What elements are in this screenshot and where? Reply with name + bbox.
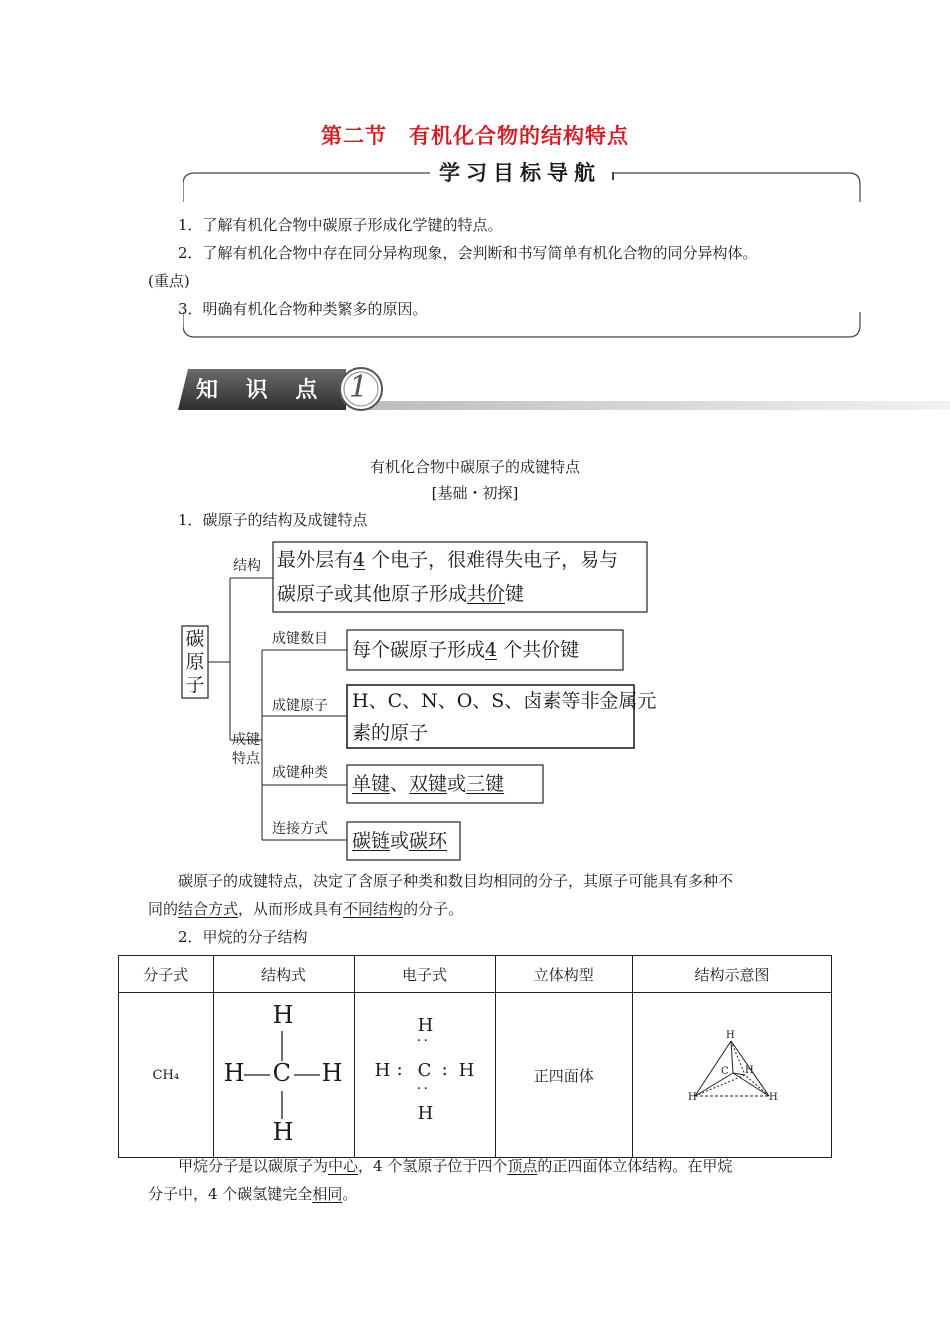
header-formula: 分子式 [119, 956, 214, 993]
elec-colon-left: : [396, 1059, 403, 1080]
elec-c: C [417, 1060, 432, 1081]
kp-heading: 有机化合物中碳原子的成键特点 [369, 458, 580, 476]
tetra-h-top: H [725, 1030, 735, 1041]
label-count: 成键数目 [272, 631, 328, 647]
methane-table [118, 955, 832, 1158]
goal-item-2: 2．了解有机化合物中存在同分异构现象，会判断和书写简单有机化合物的同分异构体。 [178, 244, 758, 262]
structure-line-1: 最外层有4 个电子，很难得失电子，易与 [277, 549, 619, 571]
goal-item-2-note: (重点) [148, 272, 190, 290]
tetra-h-back: H [744, 1065, 754, 1076]
label-structure: 结构 [233, 558, 261, 574]
header-diagram: 结构示意图 [632, 956, 831, 993]
atoms-line-1: H、C、N、O、S、卤素等非金属元 [352, 690, 657, 712]
elec-h-left: H [374, 1060, 391, 1081]
struct-c: C [272, 1059, 291, 1087]
label-link: 连接方式 [272, 821, 328, 837]
para2-line1: 甲烷分子是以碳原子为中心，4 个氢原子位于四个顶点的正四面体立体结构。在甲烷 [178, 1157, 733, 1175]
para2-line2: 分子中，4 个碳氢键完全相同。 [148, 1185, 358, 1203]
goal-item-3: 3．明确有机化合物种类繁多的原因。 [178, 300, 428, 318]
label-bonding-2: 特点 [232, 751, 260, 767]
knowledge-point-label: 知 识 点 [196, 378, 328, 403]
cell-formula: CH₄ [119, 993, 214, 1158]
cell-electron [354, 993, 495, 1158]
tetra-c: C [720, 1066, 729, 1077]
struct-h-top: H [272, 1001, 294, 1029]
structure-line-2: 碳原子或其他原子形成共价键 [277, 583, 525, 605]
struct-h-bottom: H [272, 1118, 294, 1146]
goal-item-1: 1．了解有机化合物中碳原子形成化学键的特点。 [178, 216, 503, 234]
root-char-1: 碳 [185, 628, 205, 650]
sub2-title: 2．甲烷的分子结构 [178, 928, 308, 946]
elec-h-right: H [458, 1060, 475, 1081]
elec-h-top: H [417, 1015, 434, 1036]
tetra-h-left: H [687, 1092, 697, 1103]
root-char-3: 子 [185, 674, 205, 696]
types-text: 单键、双键或三键 [352, 773, 505, 795]
label-atoms: 成键原子 [272, 698, 328, 714]
sub1-title: 1．碳原子的结构及成键特点 [178, 511, 368, 529]
struct-h-left: H [223, 1059, 245, 1087]
knowledge-point-number: 1 [349, 370, 369, 405]
link-text: 碳链或碳环 [352, 830, 448, 852]
section-title: 第二节 有机化合物的结构特点 [321, 124, 629, 148]
tetrahedron-diagram [633, 993, 831, 1157]
kp-subheading: [基础・初探] [431, 484, 519, 502]
label-bonding-1: 成键 [232, 732, 260, 748]
diagram-root [183, 628, 207, 697]
header-geometry: 立体构型 [495, 956, 632, 993]
count-text: 每个碳原子形成4 个共价键 [352, 639, 580, 661]
header-structural: 结构式 [213, 956, 354, 993]
cell-diagram [632, 993, 831, 1158]
elec-h-bottom: H [417, 1103, 434, 1124]
structural-bonds [214, 993, 354, 1157]
root-char-2: 原 [185, 651, 205, 673]
cell-structural [213, 993, 354, 1158]
atoms-line-2: 素的原子 [352, 722, 429, 744]
tetra-h-right: H [768, 1092, 778, 1103]
elec-dots-bottom: · · [416, 1081, 427, 1097]
struct-h-right: H [321, 1059, 343, 1087]
header-electron: 电子式 [354, 956, 495, 993]
para1-line2: 同的结合方式，从而形成具有不同结构的分子。 [148, 900, 464, 918]
para1-line1: 碳原子的成键特点，决定了含原子种类和数目均相同的分子，其原子可能具有多种不 [178, 872, 734, 890]
cell-geometry: 正四面体 [495, 993, 632, 1158]
elec-colon-right: : [441, 1059, 448, 1080]
nav-title: 学习目标导航 [430, 157, 610, 187]
label-types: 成键种类 [272, 765, 328, 781]
elec-dots-top: · · [416, 1033, 427, 1049]
